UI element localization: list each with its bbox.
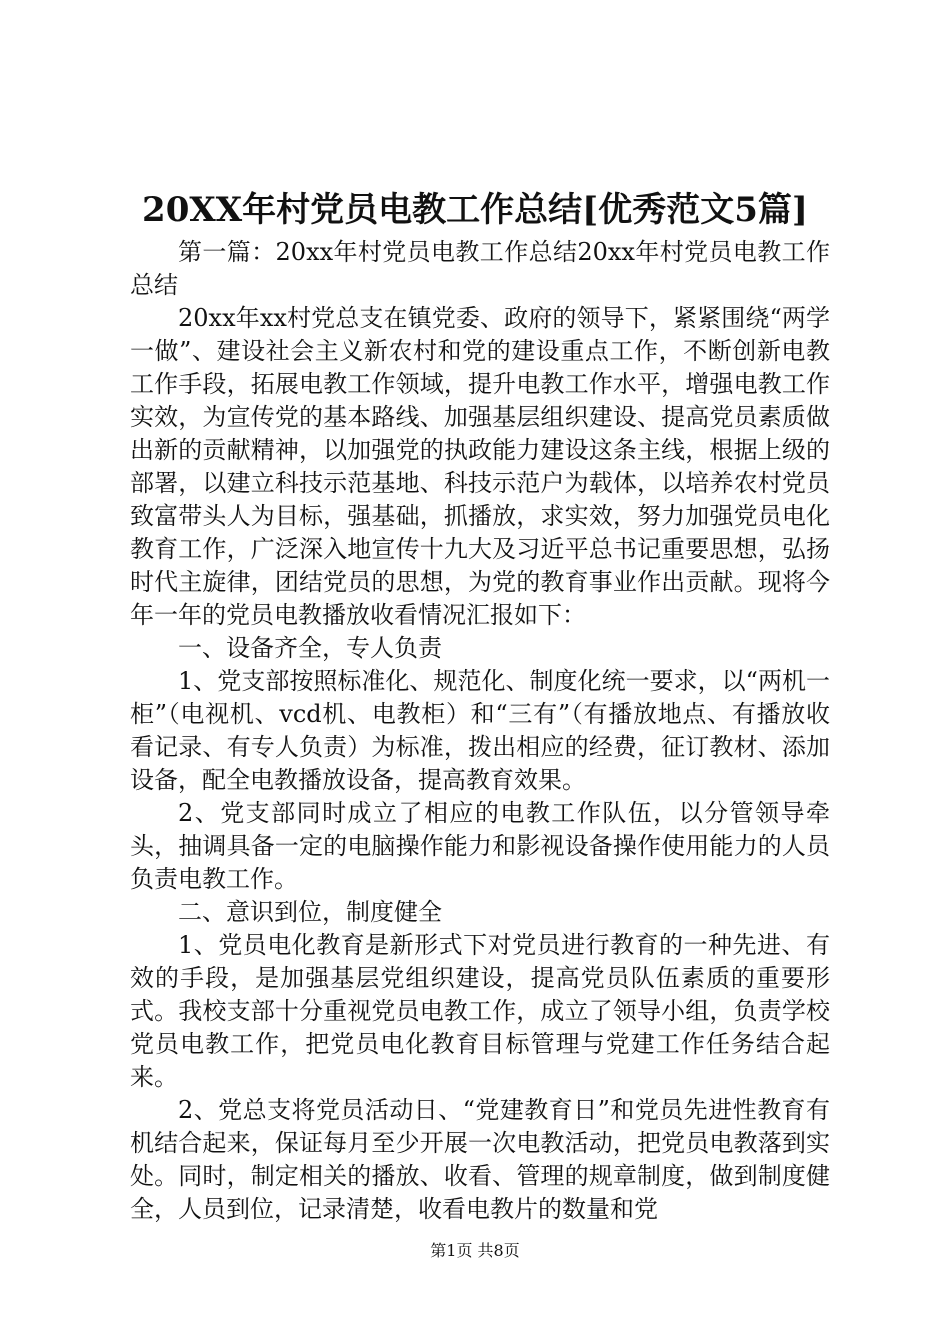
paragraph-2-2: 2、党总支将党员活动日、“党建教育日”和党员先进性教育有机结合起来，保证每月至少开展一次电教活动，把党员电教落到实处。同时，制定相关的播放、收看、管理的规章制度，做到制度健全，人员到位，记录清楚，收看电教片的数量和党	[130, 1096, 830, 1223]
page-footer: 第1页 共8页	[430, 1241, 520, 1260]
document-title: 20XX年村党员电教工作总结[优秀范文5篇]	[142, 190, 808, 230]
paragraph-1-1: 1、党支部按照标准化、规范化、制度化统一要求，以“两机一柜”（电视机、vcd机、电教柜）和“三有”（有播放地点、有播放收看记录、有专人负责）为标准，拨出相应的经费，征订教材、添加设备，配全电教播放设备，提高教育效果。	[130, 667, 830, 794]
paragraph-2-1: 1、党员电化教育是新形式下对党员进行教育的一种先进、有效的手段，是加强基层党组织建设，提高党员队伍素质的重要形式。我校支部十分重视党员电教工作，成立了领导小组，负责学校党员电教工作，把党员电化教育目标管理与党建工作任务结合起来。	[130, 931, 830, 1091]
document-body	[130, 236, 830, 1226]
paragraph-overview: 20xx年xx村党总支在镇党委、政府的领导下，紧紧围绕“两学一做”、建设社会主义新农村和党的建设重点工作，不断创新电教工作手段，拓展电教工作领域，提升电教工作水平，增强电教工作实效，为宣传党的基本路线、加强基层组织建设、提高党员素质做出新的贡献精神，以加强党的执政能力建设这条主线，根据上级的部署，以建立科技示范基地、科技示范户为载体，以培养农村党员致富带头人为目标，强基础，抓播放，求实效，努力加强党员电化教育工作，广泛深入地宣传十九大及习近平总书记重要思想，弘扬时代主旋律，团结党员的思想，为党的教育事业作出贡献。现将今年一年的党员电教播放收看情况汇报如下：	[130, 304, 830, 629]
section-heading-2: 二、意识到位，制度健全	[178, 898, 442, 926]
paragraph-1-2: 2、党支部同时成立了相应的电教工作队伍，以分管领导牵头，抽调具备一定的电脑操作能力和影视设备操作使用能力的人员负责电教工作。	[130, 799, 830, 893]
paragraph-intro: 第一篇：20xx年村党员电教工作总结20xx年村党员电教工作总结	[130, 238, 830, 299]
section-heading-1: 一、设备齐全，专人负责	[178, 634, 442, 662]
